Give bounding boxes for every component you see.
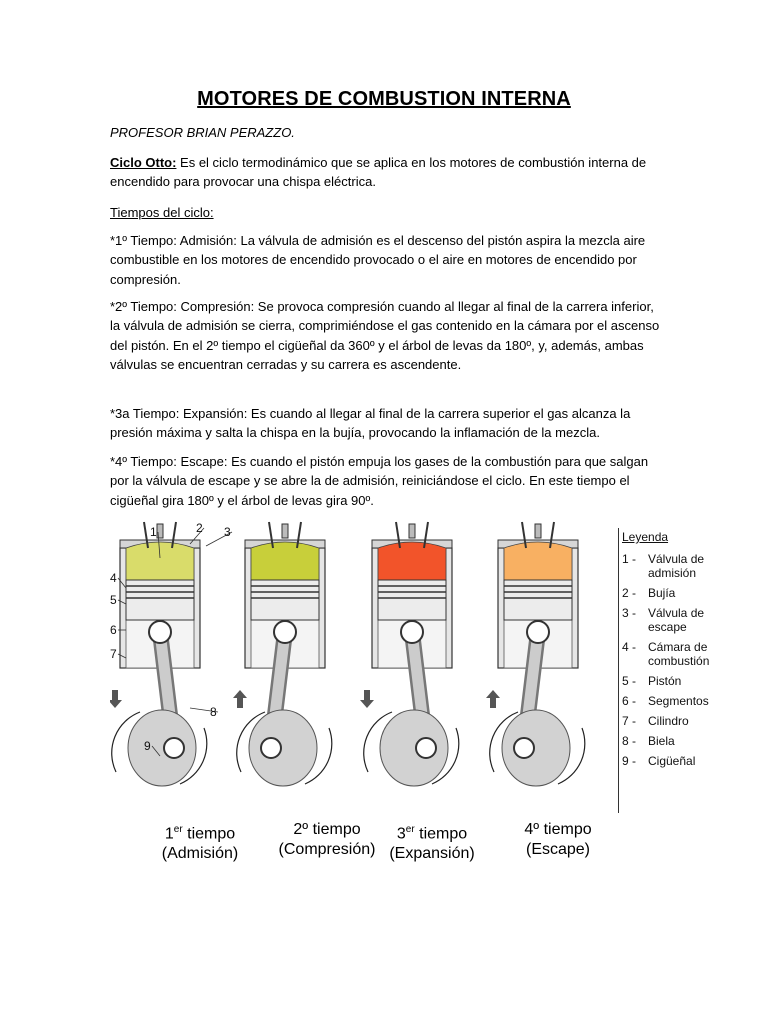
crank-pin — [164, 738, 184, 758]
spark-plug — [535, 524, 541, 538]
legend-divider — [618, 528, 619, 813]
stroke-ordinal-suffix: er — [173, 824, 183, 835]
legend — [622, 530, 722, 774]
crankshaft — [380, 710, 448, 786]
document-title: MOTORES DE COMBUSTION INTERNA — [197, 88, 571, 110]
crankshaft — [128, 710, 196, 786]
crankshaft — [249, 710, 317, 786]
otto-text: Es el ciclo termodinámico que se aplica en los motores de combustión interna de encendido para provocar una chispa eléctrica. — [110, 155, 647, 190]
legend-item-number: 4 - — [622, 640, 637, 654]
legend-item-number: 6 - — [622, 694, 637, 708]
part-number-label: 6 — [110, 623, 117, 637]
stroke-caption — [362, 820, 502, 864]
legend-item-text: Segmentos — [648, 694, 709, 708]
stroke-caption-title — [488, 820, 628, 840]
legend-item-text: Válvula de escape — [648, 606, 705, 634]
legend-item — [622, 734, 722, 748]
piston-pin — [401, 621, 423, 643]
stroke-caption-title — [130, 820, 270, 844]
stroke-ordinal: 2º — [293, 821, 309, 838]
combustion-chamber — [251, 542, 319, 580]
down-arrow-icon — [360, 690, 374, 708]
part-number-label: 1 — [150, 525, 157, 539]
legend-item-number: 7 - — [622, 714, 637, 728]
legend-item — [622, 606, 722, 634]
part-number-label: 7 — [110, 647, 117, 661]
legend-item — [622, 674, 722, 688]
otto-paragraph — [110, 153, 665, 192]
legend-item-text: Pistón — [648, 674, 682, 688]
engine-cycle-illustration — [110, 518, 620, 818]
legend-title: Leyenda — [622, 530, 669, 544]
stroke-phase: (Escape) — [525, 841, 591, 858]
stroke-name: tiempo — [308, 821, 361, 838]
stroke-caption — [488, 820, 628, 860]
author-line: PROFESOR BRIAN PERAZZO. — [110, 125, 295, 140]
piston-pin — [527, 621, 549, 643]
combustion-chamber — [378, 542, 446, 580]
legend-list — [622, 552, 722, 768]
otto-label: Ciclo Otto: — [110, 155, 177, 170]
stroke-paragraph-3: *3a Tiempo: Expansión: Es cuando al llegar al final de la carrera superior el gas alcanza la presión máxima y salta la chispa en la bujía, provocando la inflamación de la mezcla. — [110, 406, 631, 441]
legend-item-text: Bujía — [648, 586, 676, 600]
stroke-ordinal: 1 — [164, 825, 174, 843]
stroke-paragraph-2: *2º Tiempo: Compresión: Se provoca compresión cuando al llegar al final de la carrera inferior, la válvula de admisión se cierra, comprimiéndose el gas contenido en la cámara por el ascenso del pistón. En el 2º tiempo el cigüeñal da 360º y el árbol de levas da 180º, y, además, ambas válvulas se encuentran cerradas y su carrera es ascendente. — [110, 299, 660, 373]
up-arrow-icon — [486, 690, 500, 708]
crank-pin — [514, 738, 534, 758]
legend-item-number: 9 - — [622, 754, 637, 768]
legend-item-number: 2 - — [622, 586, 637, 600]
legend-item — [622, 754, 722, 768]
stroke-caption-title — [362, 820, 502, 844]
legend-item — [622, 694, 722, 708]
stroke-phase: (Expansión) — [389, 845, 475, 863]
part-number-label: 2 — [196, 521, 203, 535]
legend-item-number: 5 - — [622, 674, 637, 688]
section-heading: Tiempos del ciclo: — [110, 205, 214, 220]
part-number-label: 9 — [144, 739, 151, 753]
legend-item — [622, 640, 722, 668]
spark-plug — [282, 524, 288, 538]
piston-pin — [149, 621, 171, 643]
part-number-label: 5 — [110, 593, 117, 607]
crank-pin — [416, 738, 436, 758]
legend-item-text: Cilindro — [648, 714, 689, 728]
spark-plug — [409, 524, 415, 538]
legend-item-number: 8 - — [622, 734, 637, 748]
legend-item — [622, 552, 722, 580]
legend-item-text: Cigüeñal — [648, 754, 696, 768]
crankshaft — [502, 710, 570, 786]
crank-pin — [261, 738, 281, 758]
up-arrow-icon — [233, 690, 247, 708]
part-number-label: 3 — [224, 525, 231, 539]
legend-item-number: 3 - — [622, 606, 637, 620]
down-arrow-icon — [110, 690, 122, 708]
legend-item-text: Válvula de admisión — [648, 552, 705, 580]
stroke-phase: (Admisión) — [161, 845, 239, 863]
stroke-caption — [130, 820, 270, 864]
piston-pin — [274, 621, 296, 643]
legend-item-text: Cámara de combustión — [648, 640, 710, 668]
legend-item — [622, 714, 722, 728]
stroke-name: tiempo — [414, 825, 468, 843]
combustion-chamber — [126, 542, 194, 580]
stroke-ordinal: 4º — [524, 821, 540, 838]
part-number-label: 4 — [110, 571, 117, 585]
stroke-ordinal: 3 — [396, 825, 406, 843]
combustion-chamber — [504, 542, 572, 580]
part-number-label: 8 — [210, 705, 217, 719]
legend-item — [622, 586, 722, 600]
stroke-ordinal-suffix: er — [405, 824, 415, 835]
stroke-name: tiempo — [182, 825, 236, 843]
stroke-paragraph-1: *1º Tiempo: Admisión: La válvula de admisión es el descenso del pistón aspira la mezcla aire combustible en los motores de encendido provocado o el aire en motores de encendido por compresión. — [110, 233, 646, 287]
legend-item-text: Biela — [648, 734, 675, 748]
stroke-name: tiempo — [539, 821, 592, 838]
legend-item-number: 1 - — [622, 552, 637, 566]
stroke-phase: (Compresión) — [278, 841, 376, 858]
stroke-paragraph-4: *4º Tiempo: Escape: Es cuando el pistón empuja los gases de la combustión para que salgan por la válvula de escape y se abre la de admisión, reiniciándose el ciclo. En este tiempo el cigüeñal gira 180º y el árbol de levas gira 90º. — [110, 454, 649, 508]
